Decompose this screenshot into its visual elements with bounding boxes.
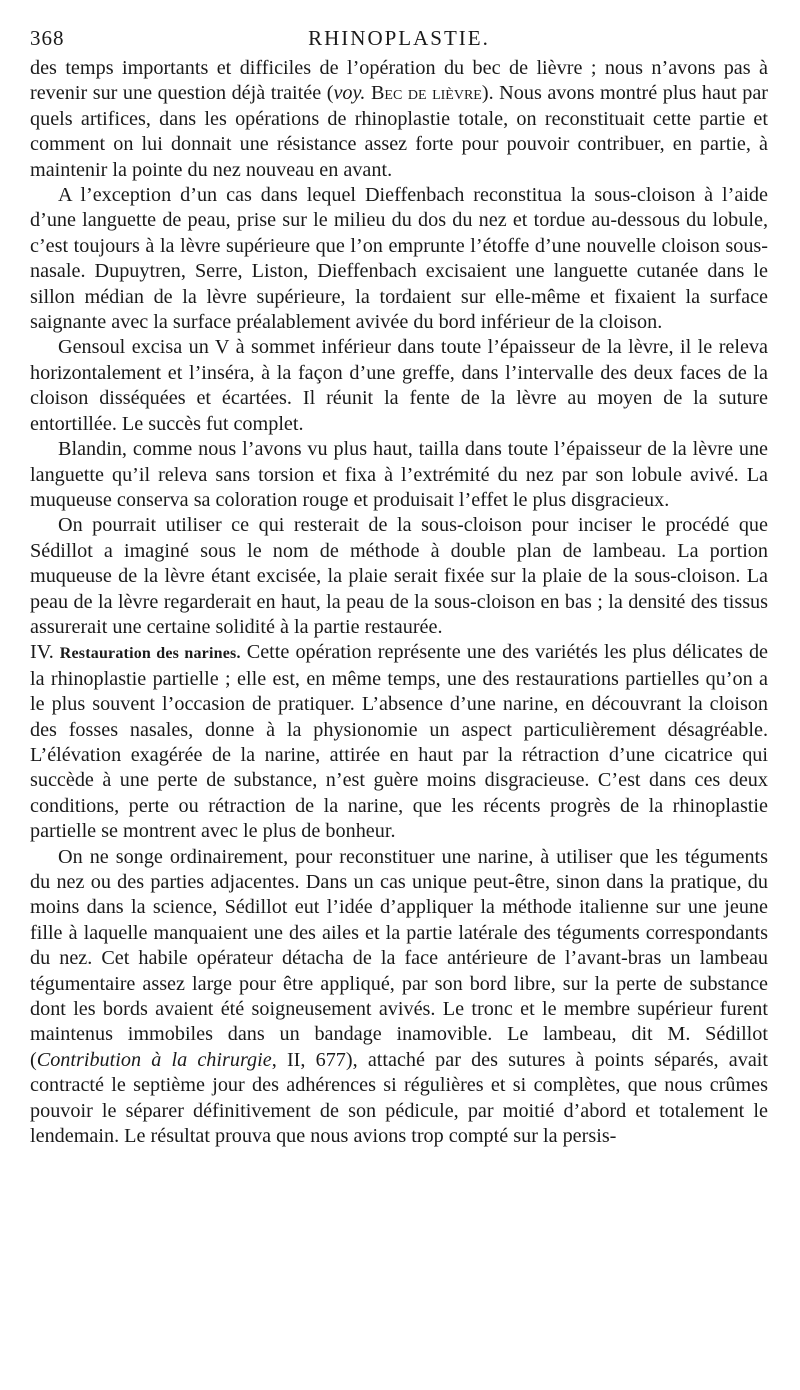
paragraph-1-text-b: ). Nous avons montré plus haut par quels artifices, dans les opérations de rhinoplastie totale, on reconstituait cette partie et comment on lui donnait une résistance assez forte pour pouvoir contribuer, en partie, à maintenir la pointe du nez nouveau en avant. [30,82,769,181]
paragraph-7-text-b: , II, 677), attaché par des sutures à points séparés, avait contracté le septième jour des adhérences si régulières et si complètes, que nous crûmes pouvoir le séparer définitivement de son pédicule, par moitié d’abord et totalement le lendemain. Le résultat prouva que nous avions trop compté sur la persis- [30,1048,769,1148]
paragraph-2: A l’exception d’un cas dans lequel Dieffenbach reconstitua la sous-cloison à l’aide d’une languette de peau, prise sur le milieu du dos du nez et tordue au-dessous du lobule, c’est toujours à la lèvre supérieure que l’on emprunte l’étoffe d’une nouvelle cloison sous-nasale. Dupuytren, Serre, Liston, Dieffenbach excisaient une languette cutanée dans le sillon médian de la lèvre supérieure, la tordaient sur elle-même et fixaient la surface saignante avec la surface préalablement avivée du bord inférieur de la cloison. [30,184,768,334]
section-number: IV. [30,641,54,664]
paragraph-7 [30,845,768,1150]
citation-title: Contribution à la chirurgie [36,1048,272,1071]
paragraph-7-text-a: On ne songe ordinairement, pour reconstituer une narine, à utiliser que les téguments du nez ou des parties adjacentes. Dans un cas unique peut-être, sinon dans la pratique, du moins dans la science, Sédillot eut l’idée d’appliquer la méthode italienne sur une jeune fille à laquelle manquaient une des ailes et la partie latérale des téguments correspondants du nez. Cet habile opérateur détacha de la face antérieure de l’avant-bras un lambeau tégumentaire assez large pour être appliqué, par son bord libre, sur la perte de substance dont les bords avaient été soigneusement avivés. Le tronc et le membre supérieur furent maintenus immobiles dans un bandage inamovible. Le lambeau, dit M. Sédillot ( [30,845,768,1071]
paragraph-5: On pourrait utiliser ce qui resterait de la sous-cloison pour inciser le procédé que Sédillot a imaginé sous le nom de méthode à double plan de lambeau. La portion muqueuse de la lèvre étant excisée, la plaie serait fixée sur la plaie de la sous-cloison. La peau de la lèvre regarderait en haut, la peau de la sous-cloison en bas ; la densité des tissus assurerait une certaine solidité à la partie restaurée. [30,514,768,638]
cross-reference-voy: voy. [333,82,366,105]
section-iv-text: Cette opération représente une des variétés les plus délicates de la rhinoplastie partielle ; elle est, en même temps, une des restaurations partielles qu’on a le plus souvent l’occasion de pratiquer. L’absence d’une narine, en découvrant la cloison des fosses nasales, donne à la physionomie un aspect particulièrement désagréable. L’élévation exagérée de la narine, attirée en haut par la rétraction d’une cicatrice qui succède à une perte de substance, n’est guère moins disgracieuse. C’est dans ces deux conditions, perte ou rétraction de la narine, que les récents progrès de la rhinoplastie partielle se montrent avec le plus de bonheur. [30,641,769,843]
section-iv-paragraph [30,640,768,844]
document-page [30,22,768,1149]
running-header [30,22,768,56]
paragraph-4: Blandin, comme nous l’avons vu plus haut, tailla dans toute l’épaisseur de la lèvre une languette qu’il releva sans torsion et fixa à l’extrémité du nez par son lobule avivé. La muqueuse conserva sa coloration rouge et produisait l’effet le plus disgracieux. [30,438,768,511]
cross-reference-term: Bec de lièvre [370,82,482,105]
paragraph-1-text-a: des temps importants et difficiles de l’opération du bec de lièvre ; nous n’avons pas à revenir sur une question déjà traitée ( [30,57,768,105]
running-title: RHINOPLASTIE. [308,26,490,50]
section-heading: Restauration des narines. [59,645,241,663]
page-number: 368 [30,26,65,50]
body-text [30,56,768,1149]
paragraph-1 [30,56,768,183]
paragraph-3: Gensoul excisa un V à sommet inférieur dans toute l’épaisseur de la lèvre, il le releva horizontalement et l’inséra, à la façon d’une greffe, dans l’intervalle des deux faces de la cloison disséquées et écartées. Il réunit la fente de la lèvre au moyen de la suture entortillée. Le succès fut complet. [30,336,768,435]
